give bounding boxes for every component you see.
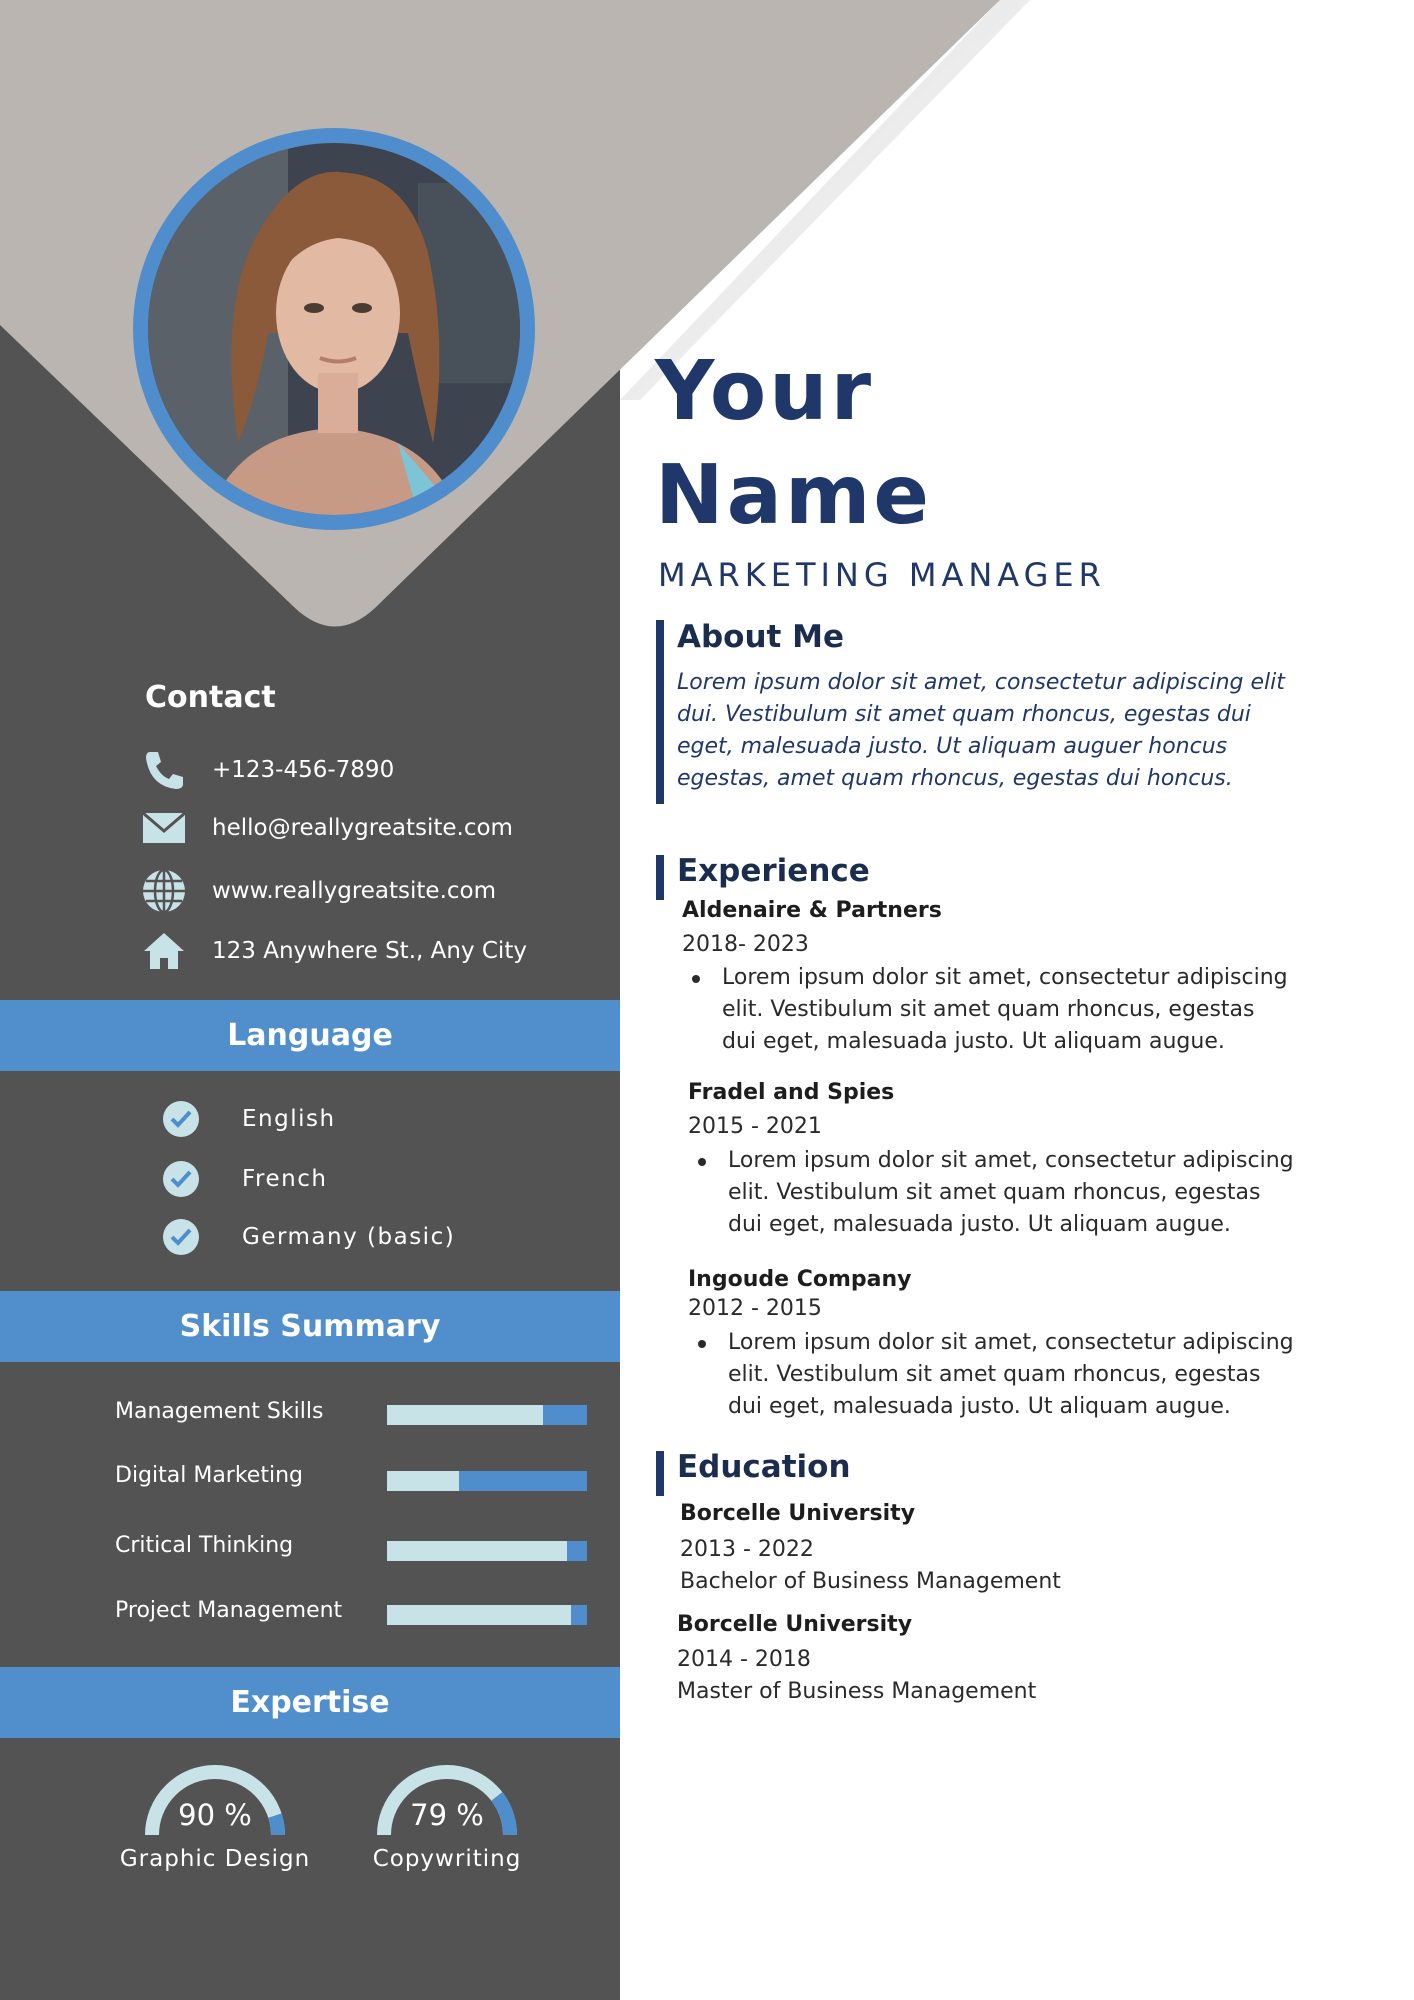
experience-description: Lorem ipsum dolor sit amet, consectetur adipiscing elit. Vestibulum sit amet quam rhoncus, egestas dui eget, malesuada justo. Ut aliquam augue. (688, 1327, 1298, 1423)
skill-bar-fill (387, 1405, 543, 1425)
experience-title: Experience (677, 853, 870, 889)
mail-icon (140, 804, 188, 852)
language-title: Language (0, 1000, 620, 1071)
experience-company: Ingoude Company (688, 1267, 912, 1292)
skill-bar (387, 1541, 587, 1561)
skill-bar (387, 1471, 587, 1491)
expertise-gauge (140, 1760, 290, 1860)
job-title: MARKETING MANAGER (658, 556, 1106, 594)
language-label: English (242, 1106, 336, 1132)
contact-email (140, 803, 513, 853)
contact-website (140, 866, 496, 916)
education-school: Borcelle University (680, 1501, 916, 1526)
section-accent-bar (656, 1451, 664, 1496)
skills-title: Skills Summary (0, 1291, 620, 1362)
contact-email-text: hello@reallygreatsite.com (212, 815, 513, 841)
language-item (162, 1217, 455, 1257)
skill-bar-fill (387, 1471, 459, 1491)
about-text: Lorem ipsum dolor sit amet, consectetur adipiscing elit dui. Vestibulum sit amet quam rhoncus, egestas dui eget, malesuada justo. Ut aliquam auguer honcus egestas, amet quam rhoncus, egestas dui honcus. (677, 670, 1285, 791)
home-icon (140, 927, 188, 975)
gauge-value: 79 % (410, 1798, 484, 1832)
education-title: Education (677, 1449, 851, 1485)
education-degree: Bachelor of Business Management (680, 1569, 1061, 1594)
profile-photo (148, 143, 520, 515)
check-icon (162, 1100, 200, 1138)
experience-description: Lorem ipsum dolor sit amet, consectetur adipiscing elit. Vestibulum sit amet quam rhoncus, egestas dui eget, malesuada justo. Ut aliquam augue. (682, 962, 1292, 1058)
expertise-gauge (372, 1760, 522, 1860)
contact-address-text: 123 Anywhere St., Any City (212, 938, 527, 964)
language-label: Germany (basic) (242, 1224, 456, 1250)
contact-phone-text: +123-456-7890 (212, 757, 395, 783)
language-item (162, 1159, 327, 1199)
skill-label: Project Management (115, 1598, 343, 1623)
name-line-1: Your (655, 344, 875, 439)
experience-years: 2018- 2023 (682, 932, 809, 957)
education-degree: Master of Business Management (677, 1679, 1037, 1704)
about-title: About Me (677, 619, 845, 655)
contact-title: Contact (145, 680, 276, 715)
check-icon (162, 1160, 200, 1198)
experience-company: Fradel and Spies (688, 1080, 895, 1105)
skill-label: Critical Thinking (115, 1533, 294, 1558)
skill-bar (387, 1605, 587, 1625)
contact-website-text: www.reallygreatsite.com (212, 878, 497, 904)
expertise-title: Expertise (0, 1667, 620, 1738)
experience-years: 2015 - 2021 (688, 1114, 822, 1139)
gauge-label: Copywriting (372, 1846, 522, 1872)
skill-label: Digital Marketing (115, 1463, 303, 1488)
education-school: Borcelle University (677, 1612, 913, 1637)
contact-phone (140, 745, 394, 795)
skill-label: Management Skills (115, 1399, 324, 1424)
gauge-label: Graphic Design (119, 1846, 311, 1872)
experience-description: Lorem ipsum dolor sit amet, consectetur adipiscing elit. Vestibulum sit amet quam rhoncus, egestas dui eget, malesuada justo. Ut aliquam augue. (688, 1145, 1298, 1241)
section-accent-bar (656, 620, 664, 804)
language-item (162, 1099, 336, 1139)
education-years: 2014 - 2018 (677, 1647, 811, 1672)
skill-bar-fill (387, 1541, 567, 1561)
phone-icon (140, 746, 188, 794)
language-label: French (242, 1166, 328, 1192)
experience-years: 2012 - 2015 (688, 1296, 822, 1321)
education-years: 2013 - 2022 (680, 1537, 814, 1562)
name-heading (655, 340, 932, 548)
gauge-value: 90 % (178, 1798, 252, 1832)
contact-address (140, 926, 527, 976)
section-accent-bar (656, 855, 664, 900)
check-icon (162, 1218, 200, 1256)
name-line-2: Name (655, 448, 933, 543)
skill-bar (387, 1405, 587, 1425)
skill-bar-fill (387, 1605, 571, 1625)
globe-icon (140, 867, 188, 915)
experience-company: Aldenaire & Partners (682, 898, 942, 923)
